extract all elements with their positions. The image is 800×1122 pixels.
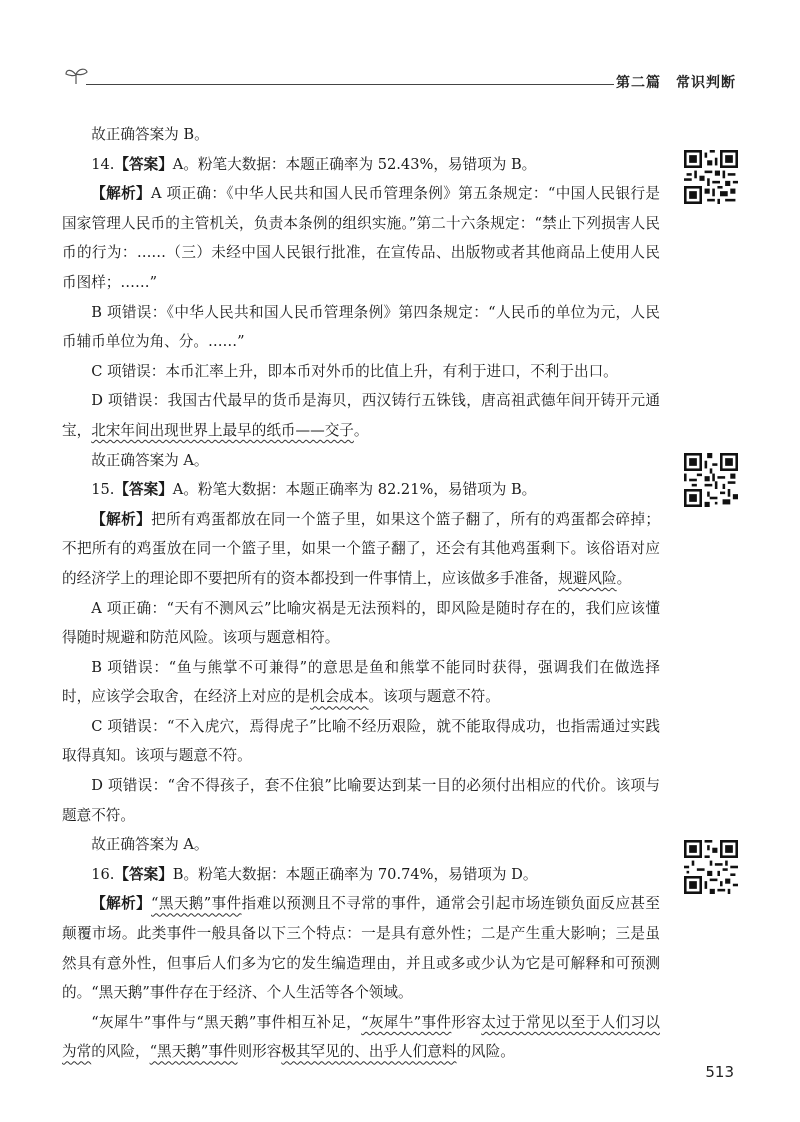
qr-code-q16[interactable] bbox=[684, 840, 738, 894]
q14-option-d: D 项错误：我国古代最早的货币是海贝，西汉铸行五铢钱，唐高祖武德年间开铸开元通宝，北宋年间出现世界上最早的纸币——交子。 bbox=[62, 392, 660, 439]
q15-answer: 15.【答案】A。粉笔大数据：本题正确率为 82.21%，易错项为 B。 bbox=[91, 481, 537, 499]
q14-analysis: 【解析】A 项正确：《中华人民共和国人民币管理条例》第五条规定：“中国人民银行是国家管理人民币的主管机关，负责本条例的组织实施。”第二十六条规定：“禁止下列损害人民币的行为：……（三）未经中国人民银行批准，在宣传品、出版物或者其他商品上使用人民币图样；……” bbox=[62, 185, 660, 291]
page-header bbox=[64, 66, 736, 92]
q15-option-c: C 项错误：“不入虎穴，焉得虎子”比喻不经历艰险，就不能取得成功，也指需通过实践取得真知。该项与题意不符。 bbox=[62, 717, 660, 765]
header-rule bbox=[86, 84, 614, 85]
answer-content bbox=[62, 120, 660, 1067]
section-title: 第二篇 常识判断 bbox=[616, 75, 736, 91]
q15-conclusion: 故正确答案为 A。 bbox=[91, 836, 209, 854]
q16-grey-rhino: “灰犀牛”事件与“黑天鹅”事件相互补足，“灰犀牛”事件形容太过于常见以至于人们习以为常的风险，“黑天鹅”事件则形容极其罕见的、出乎人们意料的风险。 bbox=[62, 1013, 660, 1061]
q16-answer: 16.【答案】B。粉笔大数据：本题正确率为 70.74%，易错项为 D。 bbox=[91, 865, 538, 883]
sprout-icon bbox=[64, 66, 90, 86]
q15-option-b: B 项错误：“鱼与熊掌不可兼得”的意思是鱼和熊掌不能同时获得，强调我们在做选择时，应该学会取舍，在经济上对应的是机会成本。该项与题意不符。 bbox=[62, 658, 660, 706]
page-number: 513 bbox=[705, 1063, 734, 1081]
q14-option-c: C 项错误：本币汇率上升，即本币对外币的比值上升，有利于进口，不利于出口。 bbox=[91, 362, 618, 380]
q15-analysis: 【解析】把所有鸡蛋都放在同一个篮子里，如果这个篮子翻了，所有的鸡蛋都会碎掉；不把所有的鸡蛋放在同一个篮子里，如果一个篮子翻了，还会有其他鸡蛋剩下。该俗语对应的经济学上的理论即不要把所有的资本都投到一件事情上，应该做多手准备，规避风险。 bbox=[62, 510, 660, 587]
q13-conclusion: 故正确答案为 B。 bbox=[91, 126, 209, 143]
q15-option-d: D 项错误：“舍不得孩子，套不住狼”比喻要达到某一目的必须付出相应的代价。该项与题意不符。 bbox=[62, 777, 660, 824]
q14-conclusion: 故正确答案为 A。 bbox=[91, 451, 209, 469]
q16-analysis: 【解析】“黑天鹅”事件指难以预测且不寻常的事件，通常会引起市场连锁负面反应甚至颠覆市场。此类事件一般具备以下三个特点：一是具有意外性；二是产生重大影响；三是虽然具有意外性，但事后人们多为它的发生编造理由，并且或多或少认为它是可解释和可预测的。“黑天鹅”事件存在于经济、个人生活等各个领域。 bbox=[62, 895, 660, 1002]
q14-answer: 14.【答案】A。粉笔大数据：本题正确率为 52.43%，易错项为 B。 bbox=[91, 155, 537, 173]
q15-option-a: A 项正确：“天有不测风云”比喻灾祸是无法预料的，即风险是随时存在的，我们应该懂得随时规避和防范风险。该项与题意相符。 bbox=[62, 599, 660, 647]
qr-code-q15[interactable] bbox=[684, 453, 738, 507]
qr-code-q14[interactable] bbox=[684, 150, 738, 204]
q14-option-b: B 项错误：《中华人民共和国人民币管理条例》第四条规定：“人民币的单位为元，人民币辅币单位为角、分。……” bbox=[62, 303, 660, 351]
